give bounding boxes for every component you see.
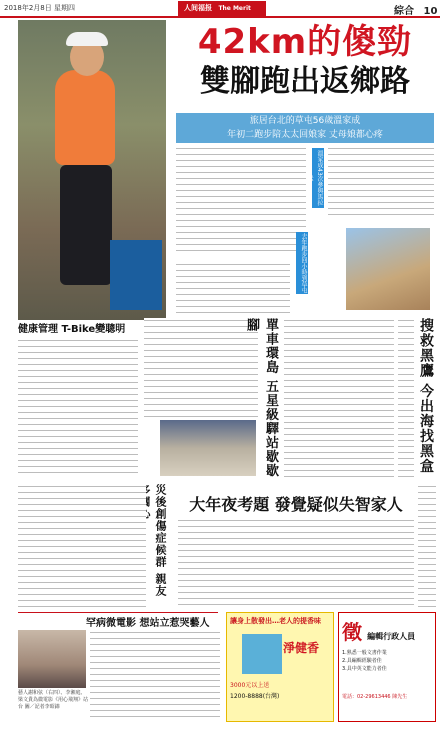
ad-job-phone: 電話：02-29613446 陳先生 [342,694,408,700]
film-body-text [90,630,220,720]
bike-station-photo [160,420,256,476]
runner-bike-photo [346,228,430,310]
lead-side-tag-2: 去年跑步回小時到草屯 [296,232,308,294]
runner-cap [66,32,108,46]
film-event-photo [18,630,86,688]
lead-body-text-right [328,146,434,216]
tbike-headline: 健康管理 T-Bike變聰明 [18,324,126,335]
cycling-body-text-2 [284,318,394,478]
runner-figure [55,70,115,165]
photo-caption-box [110,240,162,310]
film-caption [18,690,88,720]
film-credit: 圖／記者李昭錦 [24,704,60,710]
issue-date: 2018年2月8日 星期四 [4,4,75,12]
disaster-body-text [18,484,146,608]
ad-product-name: 淨健香 [283,641,320,655]
family-body-text-right [418,484,436,610]
lead-side-tag-1: 溫家成43次參與馬拉松 [312,148,324,208]
subhead-line-1: 旅居台北的草屯56歲溫家成 [249,116,361,126]
ad-job-item-3: 3.具中英文能力者佳 [342,666,387,672]
ad-job-item-2: 2.具編輯經驗者佳 [342,658,382,664]
ad-job-title-text: 編輯行政人員 [367,632,416,641]
cycling-body-text [144,318,258,418]
ad-product-phone: 1200-8888(台灣) [230,693,280,700]
ad-job-big-char: 徵 [342,620,362,644]
ad-job-title [342,616,432,645]
headline-line-2: 雙腳跑出返鄉路 [200,64,410,99]
blackbox-body-text [398,318,414,478]
ad-product-image [242,634,282,674]
runner-legs [60,165,112,285]
lead-body-text [176,146,306,256]
subhead-line-2: 年初二跑步陪太太回娘家 丈母娘都心疼 [227,130,383,140]
blackbox-headline: 搜救黑鷹 今出海找黑盒 [418,318,434,474]
family-headline: 大年夜考題 發覺疑似失智家人 [189,495,403,514]
logo-cn: 人间福报 [184,4,212,12]
ad-product-price: 3000元以上送 [230,682,270,689]
ad-job [338,612,436,722]
lead-body-text-lower [176,262,290,314]
lead-headline [176,22,434,112]
tbike-body-text [18,338,138,478]
ad-product [226,612,334,722]
headline-line-1: 42km的傻勁 [197,22,413,62]
cycling-headline: 單車環島 五星級驛站歇歇腳 [244,318,278,478]
family-body-text [178,518,414,610]
film-headline: 罕病微電影 想站立惹哭藝人 [86,618,210,629]
section-label [394,2,437,17]
film-caption-text: 藝人謝和弦（右四）、李湘庭、梁文貴為微電影《用心飛翔》站台 [18,690,89,710]
newspaper-logo [178,1,266,27]
logo-en: The Merit Times [184,5,251,27]
ad-product-title: 讓身上散發出…老人的提香味 [230,617,321,625]
disaster-headline: 災後創傷症候群 親友 [154,484,167,597]
ad-job-item-1: 1.熟悉一般文書作業 [342,650,387,656]
section-rule [18,612,218,613]
page-number: 10 [423,6,438,17]
section-name: 綜合 [394,6,414,17]
lead-subhead [176,113,434,143]
